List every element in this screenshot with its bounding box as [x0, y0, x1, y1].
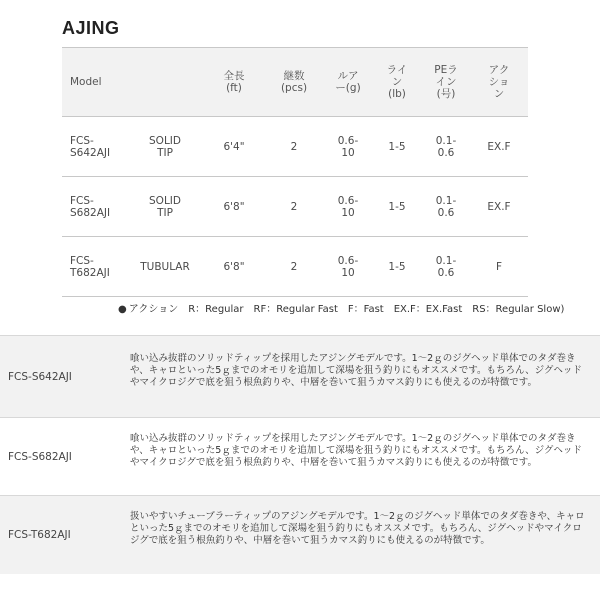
row-pcs: 2	[290, 260, 298, 273]
header-lure-weight: ルア ー(g)	[335, 70, 361, 94]
description-text: 喰い込み抜群のソリッドティップを採用したアジングモデルです。1〜2ｇのジグヘッド単体でのタダ巻きや、キャロといった5ｇまでのオモリを追加して深場を狙う釣りにもオススメです。もちろん、ジグヘッドやマイクロジグで底を狙う根魚釣りや、中層を巻いて狙うカマス釣りにも使えるのが特徴です。	[130, 353, 582, 388]
row-pe-line: 0.1- 0.6	[435, 134, 457, 159]
description-model: FCS-S682AJI	[8, 451, 72, 463]
row-lure-weight: 0.6- 10	[337, 254, 359, 279]
header-line: ライ ン (lb)	[386, 64, 408, 100]
description-model: FCS-S642AJI	[8, 371, 72, 383]
row-action: EX.F	[487, 140, 511, 153]
bullet-icon: ●	[118, 304, 127, 315]
table-row	[62, 117, 528, 177]
row-length: 6'8"	[223, 200, 245, 213]
table-row	[62, 177, 528, 237]
header-length: 全長 (ft)	[223, 70, 245, 94]
row-line: 1-5	[388, 260, 406, 273]
description-row-s642aji	[0, 335, 600, 418]
description-row-s682aji	[0, 417, 600, 496]
description-model: FCS-T682AJI	[8, 529, 71, 541]
row-line: 1-5	[388, 140, 406, 153]
section-title: AJING	[62, 18, 120, 38]
row-model: FCS- S682AJI	[70, 194, 111, 219]
row-model: FCS- T682AJI	[70, 254, 110, 279]
row-tip: SOLID TIP	[149, 194, 181, 219]
header-model: Model	[70, 76, 102, 88]
header-pe-line: PEラ イン (号)	[434, 64, 458, 100]
row-lure-weight: 0.6- 10	[337, 134, 359, 159]
row-tip: TUBULAR	[140, 260, 190, 273]
header-pcs: 継数 (pcs)	[280, 70, 308, 94]
row-pe-line: 0.1- 0.6	[435, 254, 457, 279]
row-model: FCS- S642AJI	[70, 134, 111, 159]
row-line: 1-5	[388, 200, 406, 213]
spec-table	[62, 47, 528, 297]
action-legend-text: アクション R：Regular RF：Regular Fast F：Fast EX.F：EX.Fast RS：Regular Slow)	[128, 304, 565, 315]
row-action: EX.F	[487, 200, 511, 213]
header-action: アク ショ ン	[488, 64, 510, 100]
row-pcs: 2	[290, 140, 298, 153]
spec-table-header	[62, 48, 528, 117]
action-legend	[118, 300, 564, 315]
row-lure-weight: 0.6- 10	[337, 194, 359, 219]
description-text: 喰い込み抜群のソリッドティップを採用したアジングモデルです。1〜2ｇのジグヘッド単体でのタダ巻きや、キャロといった5ｇまでのオモリを追加して深場を狙う釣りにもオススメです。もちろん、ジグヘッドやマイクロジグで底を狙う根魚釣りや、中層を巻いて狙うカマス釣りにも使えるのが特徴です。	[130, 433, 582, 468]
table-row	[62, 237, 528, 297]
row-tip: SOLID TIP	[149, 134, 181, 159]
row-pe-line: 0.1- 0.6	[435, 194, 457, 219]
row-action: F	[495, 260, 503, 273]
row-length: 6'4"	[223, 140, 245, 153]
description-row-t682aji	[0, 495, 600, 574]
description-text: 扱いやすいチューブラーティップのアジングモデルです。1〜2ｇのジグヘッド単体でのタダ巻きや、キャロといった5ｇまでのオモリを追加して深場を狙う釣りにもオススメです。もちろん、ジグヘッドやマイクロジグで底を狙う根魚釣りや、中層を巻いて狙うカマス釣りにも使えるのが特徴です。	[130, 511, 585, 546]
row-pcs: 2	[290, 200, 298, 213]
row-length: 6'8"	[223, 260, 245, 273]
